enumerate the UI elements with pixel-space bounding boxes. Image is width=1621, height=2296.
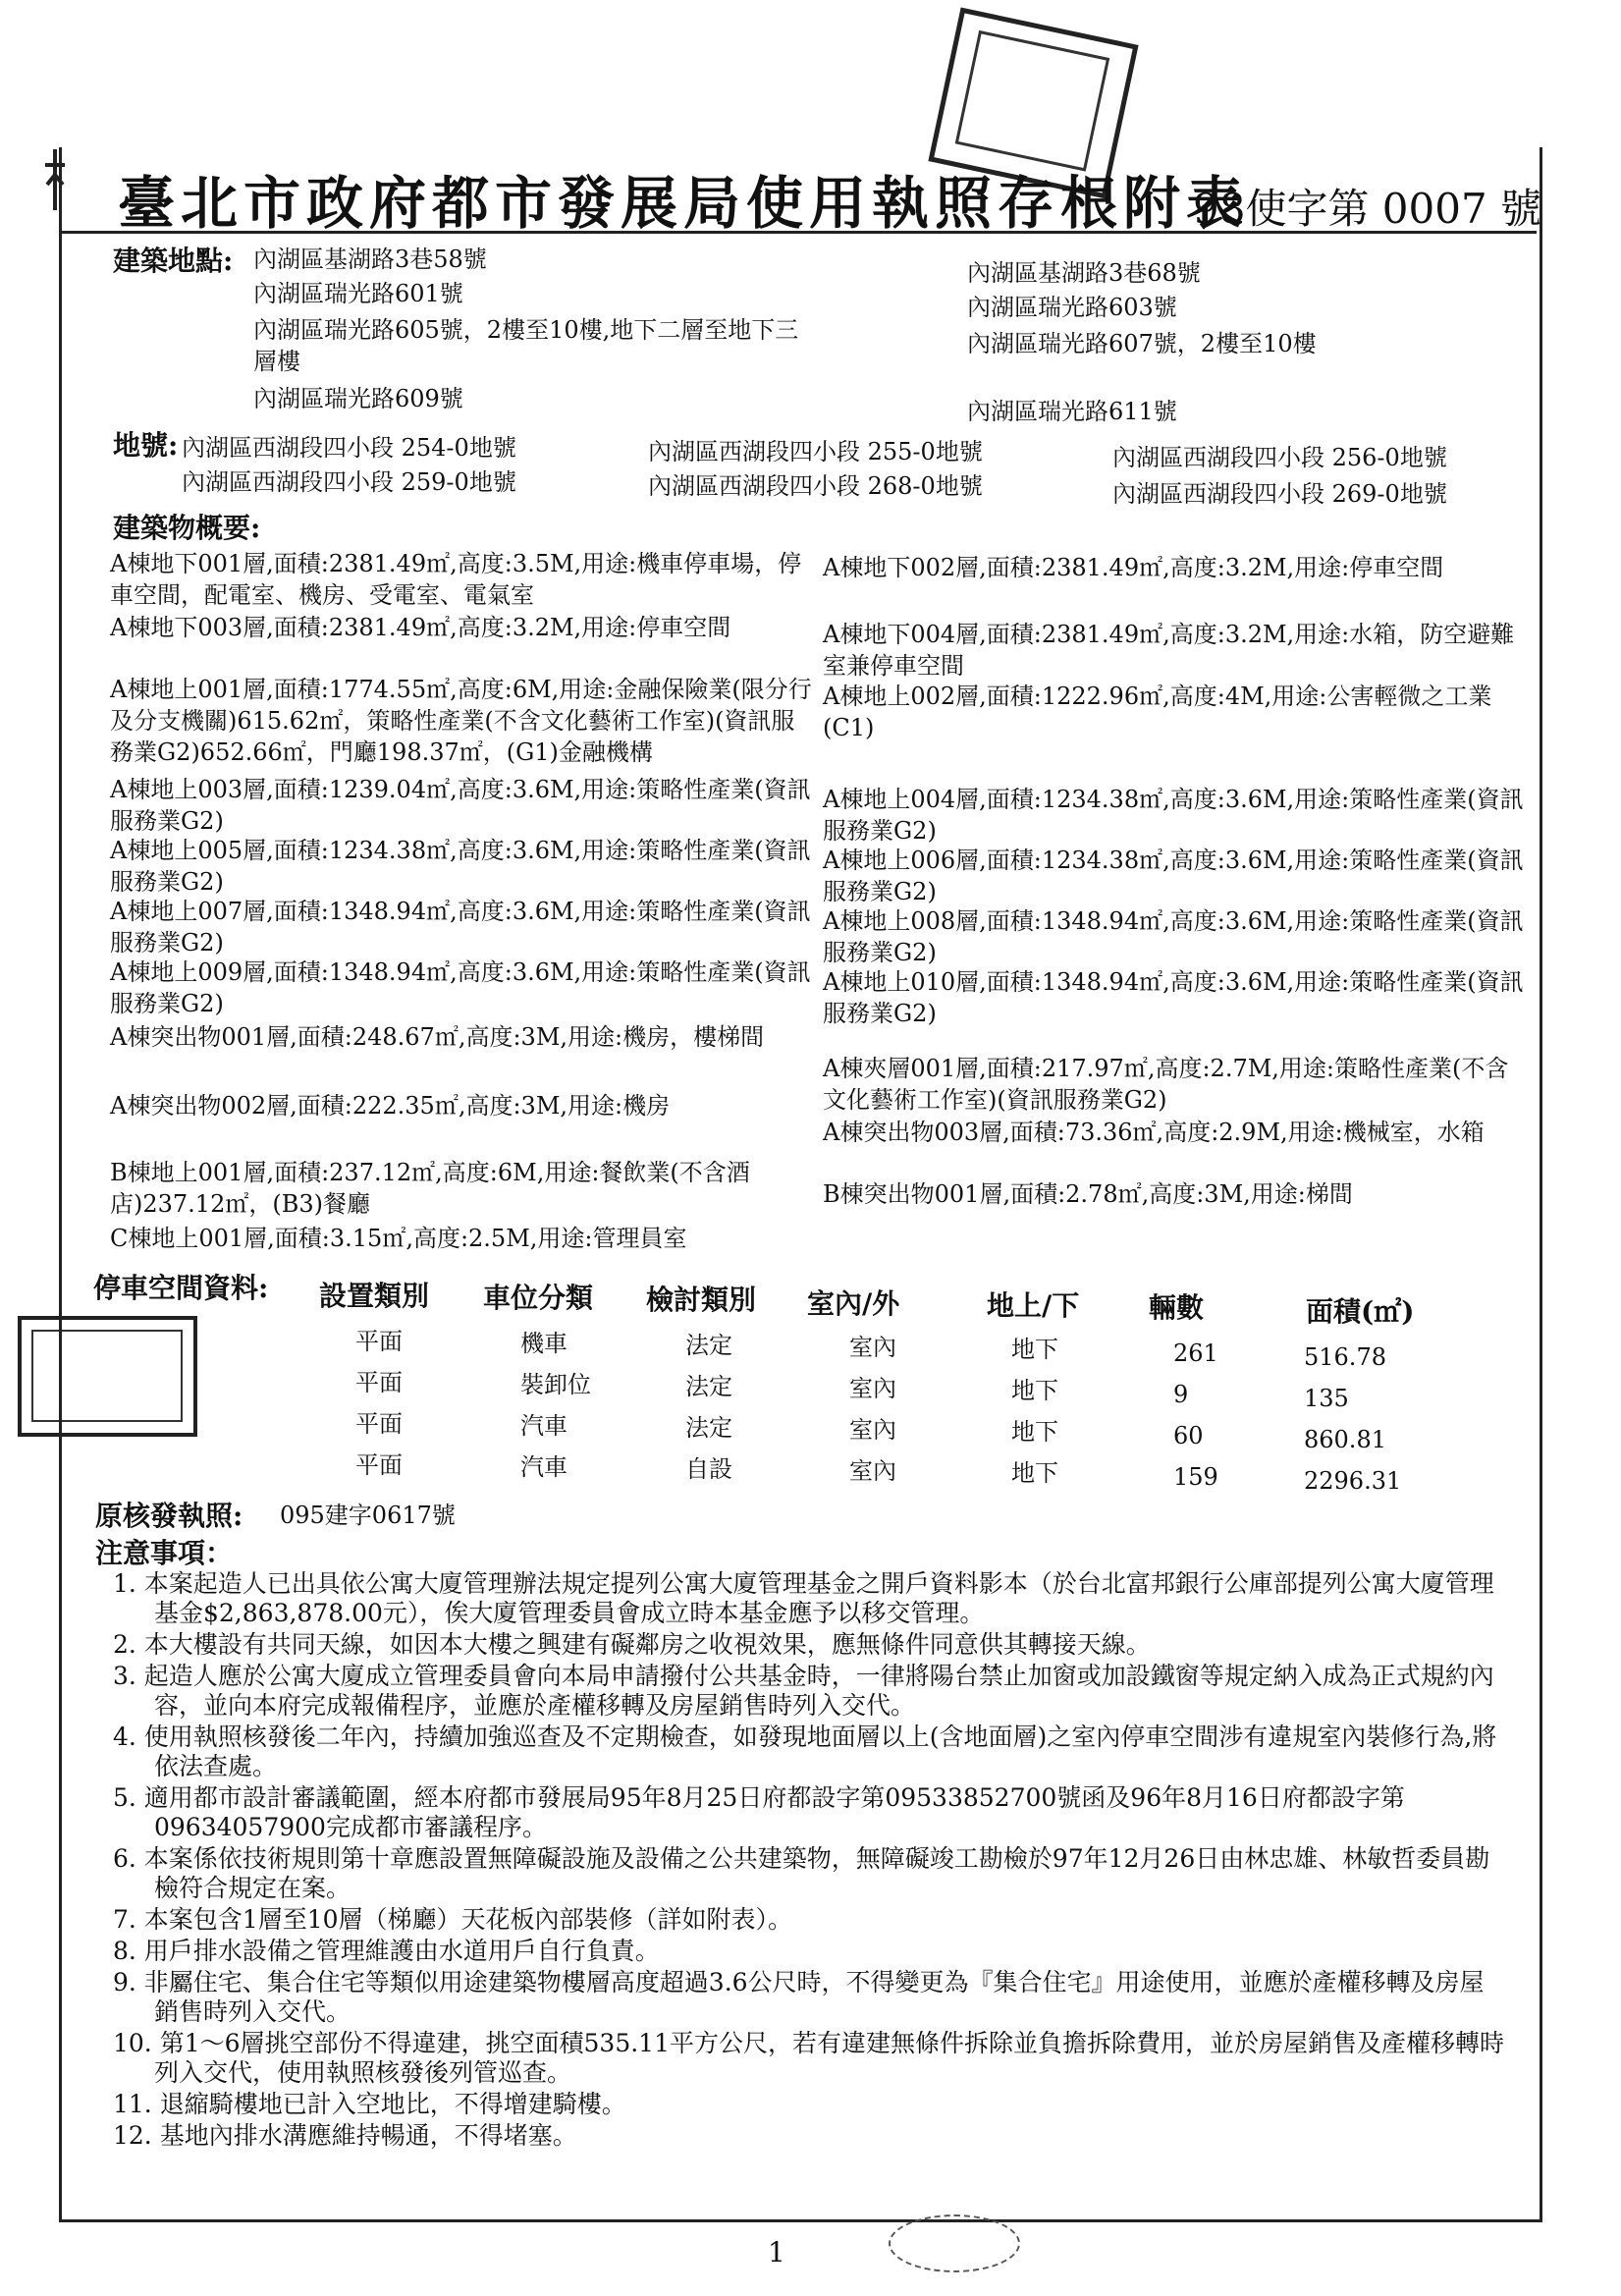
parking-header-review-class: 檢討類別 [646, 1284, 757, 1316]
original-permit-value: 095建字0617號 [280, 1502, 456, 1529]
address-right-2: 內湖區瑞光路603號 [967, 294, 1177, 321]
parking-cell: 159 [1173, 1463, 1218, 1491]
overview-right-10: B棟突出物001層,面積:2.78㎡,高度:3M,用途:梯間 [823, 1180, 1353, 1208]
parking-cell: 自設 [685, 1455, 732, 1483]
overview-right-4: A棟地上004層,面積:1234.38㎡,高度:3.6M,用途:策略性產業(資訊服務業G2) [823, 786, 1524, 845]
note-item: 6. 本案係依技術規則第十章應設置無障礙設施及設備之公共建築物，無障礙竣工勘檢於97年12月26日由林忠雄、林敏哲委員勘檢符合規定在案。 [113, 1844, 1490, 1902]
parking-cell: 室內 [849, 1334, 896, 1361]
address-label: 建築地點: [113, 245, 234, 277]
overview-left-6: A棟地上007層,面積:1348.94㎡,高度:3.6M,用途:策略性產業(資訊服務業G2) [110, 898, 811, 957]
note-item: 2. 本大樓設有共同天線，如因本大樓之興建有礙鄰房之收視效果，應無條件同意供其轉接天線。 [113, 1630, 1151, 1659]
parking-header-setting-type: 設置類別 [319, 1280, 430, 1312]
parking-label: 停車空間資料: [93, 1272, 269, 1304]
overview-right-6: A棟地上008層,面積:1348.94㎡,高度:3.6M,用途:策略性產業(資訊服務業G2) [823, 907, 1524, 966]
parking-cell: 汽車 [520, 1412, 567, 1440]
notes-list [113, 1569, 1507, 2153]
parking-cell: 室內 [849, 1457, 896, 1485]
overview-right-1: A棟地下002層,面積:2381.49㎡,高度:3.2M,用途:停車空間 [823, 554, 1444, 581]
address-left-1: 內湖區基湖路3巷58號 [253, 246, 487, 273]
parking-cell: 9 [1173, 1381, 1189, 1408]
note-item: 8. 用戶排水設備之管理維護由水道用戶自行負責。 [113, 1937, 660, 1965]
overview-left-7: A棟地上009層,面積:1348.94㎡,高度:3.6M,用途:策略性產業(資訊服務業G2) [110, 958, 811, 1017]
parking-cell: 汽車 [520, 1453, 567, 1481]
parking-cell: 261 [1173, 1339, 1218, 1367]
overview-left-4: A棟地上003層,面積:1239.04㎡,高度:3.6M,用途:策略性產業(資訊服務業G2) [110, 776, 811, 835]
overview-left-10: B棟地上001層,面積:237.12㎡,高度:6M,用途:餐飲業(不含酒店)237.12㎡，(B3)餐廳 [110, 1159, 750, 1218]
parking-cell: 地下 [1011, 1377, 1058, 1404]
parking-cell: 地下 [1011, 1418, 1058, 1446]
parking-cell: 860.81 [1304, 1426, 1386, 1453]
lot-item-1: 內湖區西湖段四小段 254-0地號 [182, 434, 516, 462]
overview-left-11: C棟地上001層,面積:3.15㎡,高度:2.5M,用途:管理員室 [110, 1225, 687, 1252]
note-item: 5. 適用都市設計審議範圍，經本府都市發展局95年8月25日府都設字第09533852700號函及96年8月16日府都設字第09634057900完成都市審議程序。 [113, 1783, 1405, 1841]
overview-left-1: A棟地下001層,面積:2381.49㎡,高度:3.5M,用途:機車停車場，停車空間，配電室、機房、受電室、電氣室 [110, 550, 802, 609]
overview-left-2: A棟地下003層,面積:2381.49㎡,高度:3.2M,用途:停車空間 [110, 614, 731, 641]
overview-right-8: A棟夾層001層,面積:217.97㎡,高度:2.7M,用途:策略性產業(不含文化藝術工作室)(資訊服務業G2) [823, 1055, 1509, 1114]
parking-cell: 平面 [355, 1410, 403, 1438]
note-item: 11. 退縮騎樓地已計入空地比，不得增建騎樓。 [113, 2090, 626, 2118]
parking-cell: 平面 [355, 1328, 403, 1355]
lot-item-3: 內湖區西湖段四小段 256-0地號 [1112, 444, 1447, 471]
address-right-1: 內湖區基湖路3巷68號 [967, 259, 1201, 287]
overview-label: 建築物概要: [113, 512, 261, 544]
note-item: 9. 非屬住宅、集合住宅等類似用途建築物樓層高度超過3.6公尺時，不得變更為『集合住宅』用途使用，並應於產權移轉及房屋銷售時列入交代。 [113, 1968, 1485, 2026]
lot-number-label: 地號: [113, 429, 179, 462]
overview-right-3: A棟地上002層,面積:1222.96㎡,高度:4M,用途:公害輕微之工業(C1) [823, 683, 1492, 741]
lot-item-2: 內湖區西湖段四小段 255-0地號 [648, 438, 983, 465]
parking-cell: 機車 [520, 1330, 567, 1357]
address-left-4: 內湖區瑞光路609號 [253, 385, 463, 412]
lot-item-5: 內湖區西湖段四小段 268-0地號 [648, 472, 983, 500]
note-item: 3. 起造人應於公寓大廈成立管理委員會向本局申請撥付公共基金時，一律將陽台禁止加窗或加設鐵窗等規定納入成為正式規約內容，並向本府完成報備程序，並應於產權移轉及房屋銷售時列入交代。 [113, 1662, 1494, 1720]
parking-cell: 裝卸位 [520, 1371, 591, 1398]
lot-item-4: 內湖區西湖段四小段 259-0地號 [182, 468, 516, 496]
parking-cell: 平面 [355, 1369, 403, 1396]
parking-cell: 135 [1304, 1385, 1349, 1412]
parking-cell: 法定 [685, 1373, 732, 1400]
parking-cell: 室內 [849, 1375, 896, 1402]
parking-cell: 地下 [1011, 1459, 1058, 1487]
parking-cell: 平面 [355, 1451, 403, 1479]
document-title: 臺北市政府都市發展局使用執照存根附表 [118, 170, 1250, 237]
parking-header-space-class: 車位分類 [483, 1282, 594, 1314]
parking-cell: 2296.31 [1304, 1467, 1402, 1495]
note-item: 4. 使用執照核發後二年內，持續加強巡查及不定期檢查，如發現地面層以上(含地面層)之室內停車空間涉有違規室內裝修行為,將依法查處。 [113, 1722, 1497, 1780]
parking-header-indoor-outdoor: 室內/外 [807, 1287, 900, 1320]
address-left-2: 內湖區瑞光路601號 [253, 280, 463, 307]
parking-header-count: 輛數 [1149, 1291, 1205, 1324]
header-rule [59, 231, 1537, 234]
note-item: 1. 本案起造人已出具依公寓大廈管理辦法規定提列公寓大廈管理基金之開戶資料影本（於台北富邦銀行公庫部提列公寓大廈管理基金$2,863,878.00元），俟大廈管理委員會成立時本基金應予以移交管理。 [113, 1569, 1494, 1627]
parking-cell: 室內 [849, 1416, 896, 1444]
parking-cell: 法定 [685, 1332, 732, 1359]
lot-item-6: 內湖區西湖段四小段 269-0地號 [1112, 480, 1447, 508]
parking-cell: 516.78 [1304, 1343, 1386, 1371]
overview-left-9: A棟突出物002層,面積:222.35㎡,高度:3M,用途:機房 [110, 1092, 671, 1120]
parking-cell: 60 [1173, 1422, 1204, 1449]
overview-right-9: A棟突出物003層,面積:73.36㎡,高度:2.9M,用途:機械室，水箱 [823, 1119, 1485, 1146]
address-right-4: 內湖區瑞光路611號 [967, 398, 1177, 425]
notes-label: 注意事項： [95, 1537, 234, 1569]
parking-header-area: 面積(㎡) [1306, 1295, 1415, 1328]
original-permit-label: 原核發執照: [95, 1500, 243, 1532]
address-right-3: 內湖區瑞光路607號，2樓至10樓 [967, 330, 1317, 357]
note-item: 12. 基地內排水溝應維持暢通，不得堵塞。 [113, 2121, 577, 2150]
note-item: 7. 本案包含1層至10層（梯廳）天花板內部裝修（詳如附表）。 [113, 1905, 793, 1934]
overview-left-5: A棟地上005層,面積:1234.38㎡,高度:3.6M,用途:策略性產業(資訊服務業G2) [110, 837, 811, 896]
overview-right-5: A棟地上006層,面積:1234.38㎡,高度:3.6M,用途:策略性產業(資訊服務業G2) [823, 847, 1524, 905]
page-number: 1 [768, 2236, 785, 2269]
overview-left-3: A棟地上001層,面積:1774.55㎡,高度:6M,用途:金融保險業(限分行及分支機關)615.62㎡，策略性產業(不含文化藝術工作室)(資訊服務業G2)652.66㎡，門廳198.37㎡，(G1)金融機構 [110, 676, 812, 766]
note-item: 10. 第1～6層挑空部份不得違建，挑空面積535.11平方公尺，若有違建無條件拆除並負擔拆除費用，並於房屋銷售及產權移轉時列入交代，使用執照核發後列管巡查。 [113, 2029, 1504, 2087]
parking-cell: 地下 [1011, 1336, 1058, 1363]
overview-right-7: A棟地上010層,面積:1348.94㎡,高度:3.6M,用途:策略性產業(資訊服務業G2) [823, 968, 1524, 1027]
overview-right-2: A棟地下004層,面積:2381.49㎡,高度:3.2M,用途:水箱，防空避難室兼停車空間 [823, 621, 1515, 680]
permit-serial-number: 98使字第 0007 號 [1193, 185, 1542, 233]
parking-header-above-below: 地上/下 [987, 1289, 1080, 1322]
parking-cell: 法定 [685, 1414, 732, 1442]
footer-seal-mark [889, 2214, 1020, 2272]
address-left-3: 內湖區瑞光路605號，2樓至10樓,地下二層至地下三層樓 [253, 316, 799, 375]
overview-left-8: A棟突出物001層,面積:248.67㎡,高度:3M,用途:機房，樓梯間 [110, 1023, 765, 1051]
